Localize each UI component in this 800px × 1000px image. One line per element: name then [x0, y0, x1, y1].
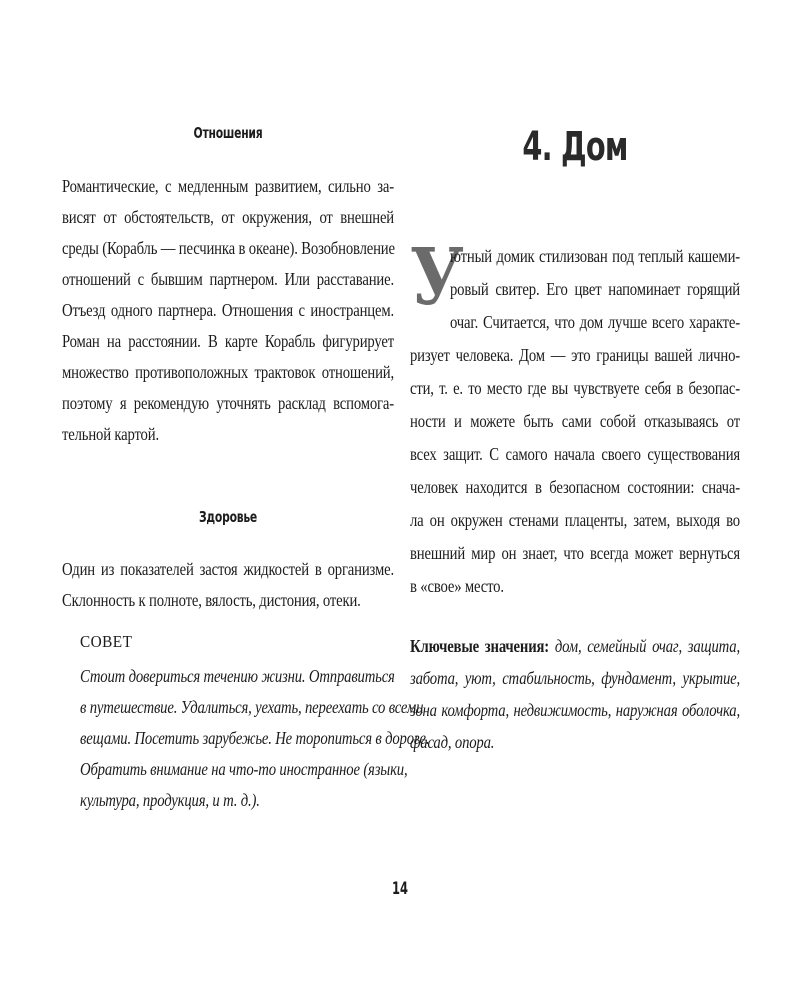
text-line: сти, т. е. то место где вы чувствуете себя в безопас-: [410, 378, 740, 398]
page-number: 14: [392, 879, 408, 899]
text-line: ризует человека. Дом — это границы вашей лично-: [410, 345, 740, 365]
text-line: зона комфорта, недвижимость, наружная оболочка,: [410, 700, 740, 720]
text-line: ютный домик стилизован под теплый кашеми-: [450, 246, 740, 266]
text-line: человек находится в безопасном состоянии: снача-: [410, 477, 740, 497]
text-line: внешний мир он знает, что всегда может вернуться: [410, 543, 740, 563]
text-line: ности и можете быть сами собой отказываясь от: [410, 411, 740, 431]
keywords-first-line: [410, 636, 740, 656]
text-line: Склонность к полноте, вялость, дистония, отеки.: [62, 590, 361, 610]
text-line: поэтому я рекомендую уточнять расклад вспомога-: [62, 393, 394, 413]
text-line: в «свое» место.: [410, 576, 504, 596]
text-line: культура, продукция, и т. д.).: [80, 790, 260, 810]
text-line: среды (Корабль — песчинка в океане). Возобновление: [62, 238, 395, 258]
section-heading-relations: Отношения: [193, 124, 263, 142]
chapter-title: 4. Дом: [522, 124, 628, 170]
text-line: фасад, опора.: [410, 732, 495, 752]
drop-cap: У: [410, 232, 464, 323]
text-line: Отъезд одного партнера. Отношения с иностранцем.: [62, 300, 394, 320]
text-line: забота, уют, стабильность, фундамент, укрытие,: [410, 668, 740, 688]
text-line: в путешествие. Удалиться, уехать, переехать со всеми: [80, 697, 424, 717]
text-line: висят от обстоятельств, от окружения, от внешней: [62, 207, 394, 227]
text-line: множество противоположных трактовок отношений,: [62, 362, 394, 382]
text-line: Романтические, с медленным развитием, сильно за-: [62, 176, 394, 196]
section-heading-health: Здоровье: [198, 508, 258, 526]
advice-heading: СОВЕТ: [80, 632, 133, 651]
text-line: ла он окружен стенами плаценты, затем, выходя во: [410, 510, 740, 530]
keywords-text: дом, семейный очаг, защита,: [549, 636, 740, 656]
text-line: Один из показателей застоя жидкостей в организме.: [62, 559, 394, 579]
text-line: вещами. Посетить зарубежье. Не торопиться в дороге.: [80, 728, 430, 748]
text-line: ровый свитер. Его цвет напоминает горящий: [450, 279, 740, 299]
text-line: Обратить внимание на что-то иностранное (языки,: [80, 759, 408, 779]
text-line: тельной картой.: [62, 424, 159, 444]
text-line: Стоит довериться течению жизни. Отправиться: [80, 666, 395, 686]
text-line: очаг. Считается, что дом лучше всего характе-: [450, 312, 740, 332]
text-line: отношений с бывшим партнером. Или расставание.: [62, 269, 394, 289]
text-line: всех защит. С самого начала своего существования: [410, 444, 740, 464]
text-line: Роман на расстоянии. В карте Корабль фигурирует: [62, 331, 394, 351]
keywords-label: Ключевые значения:: [410, 636, 550, 656]
